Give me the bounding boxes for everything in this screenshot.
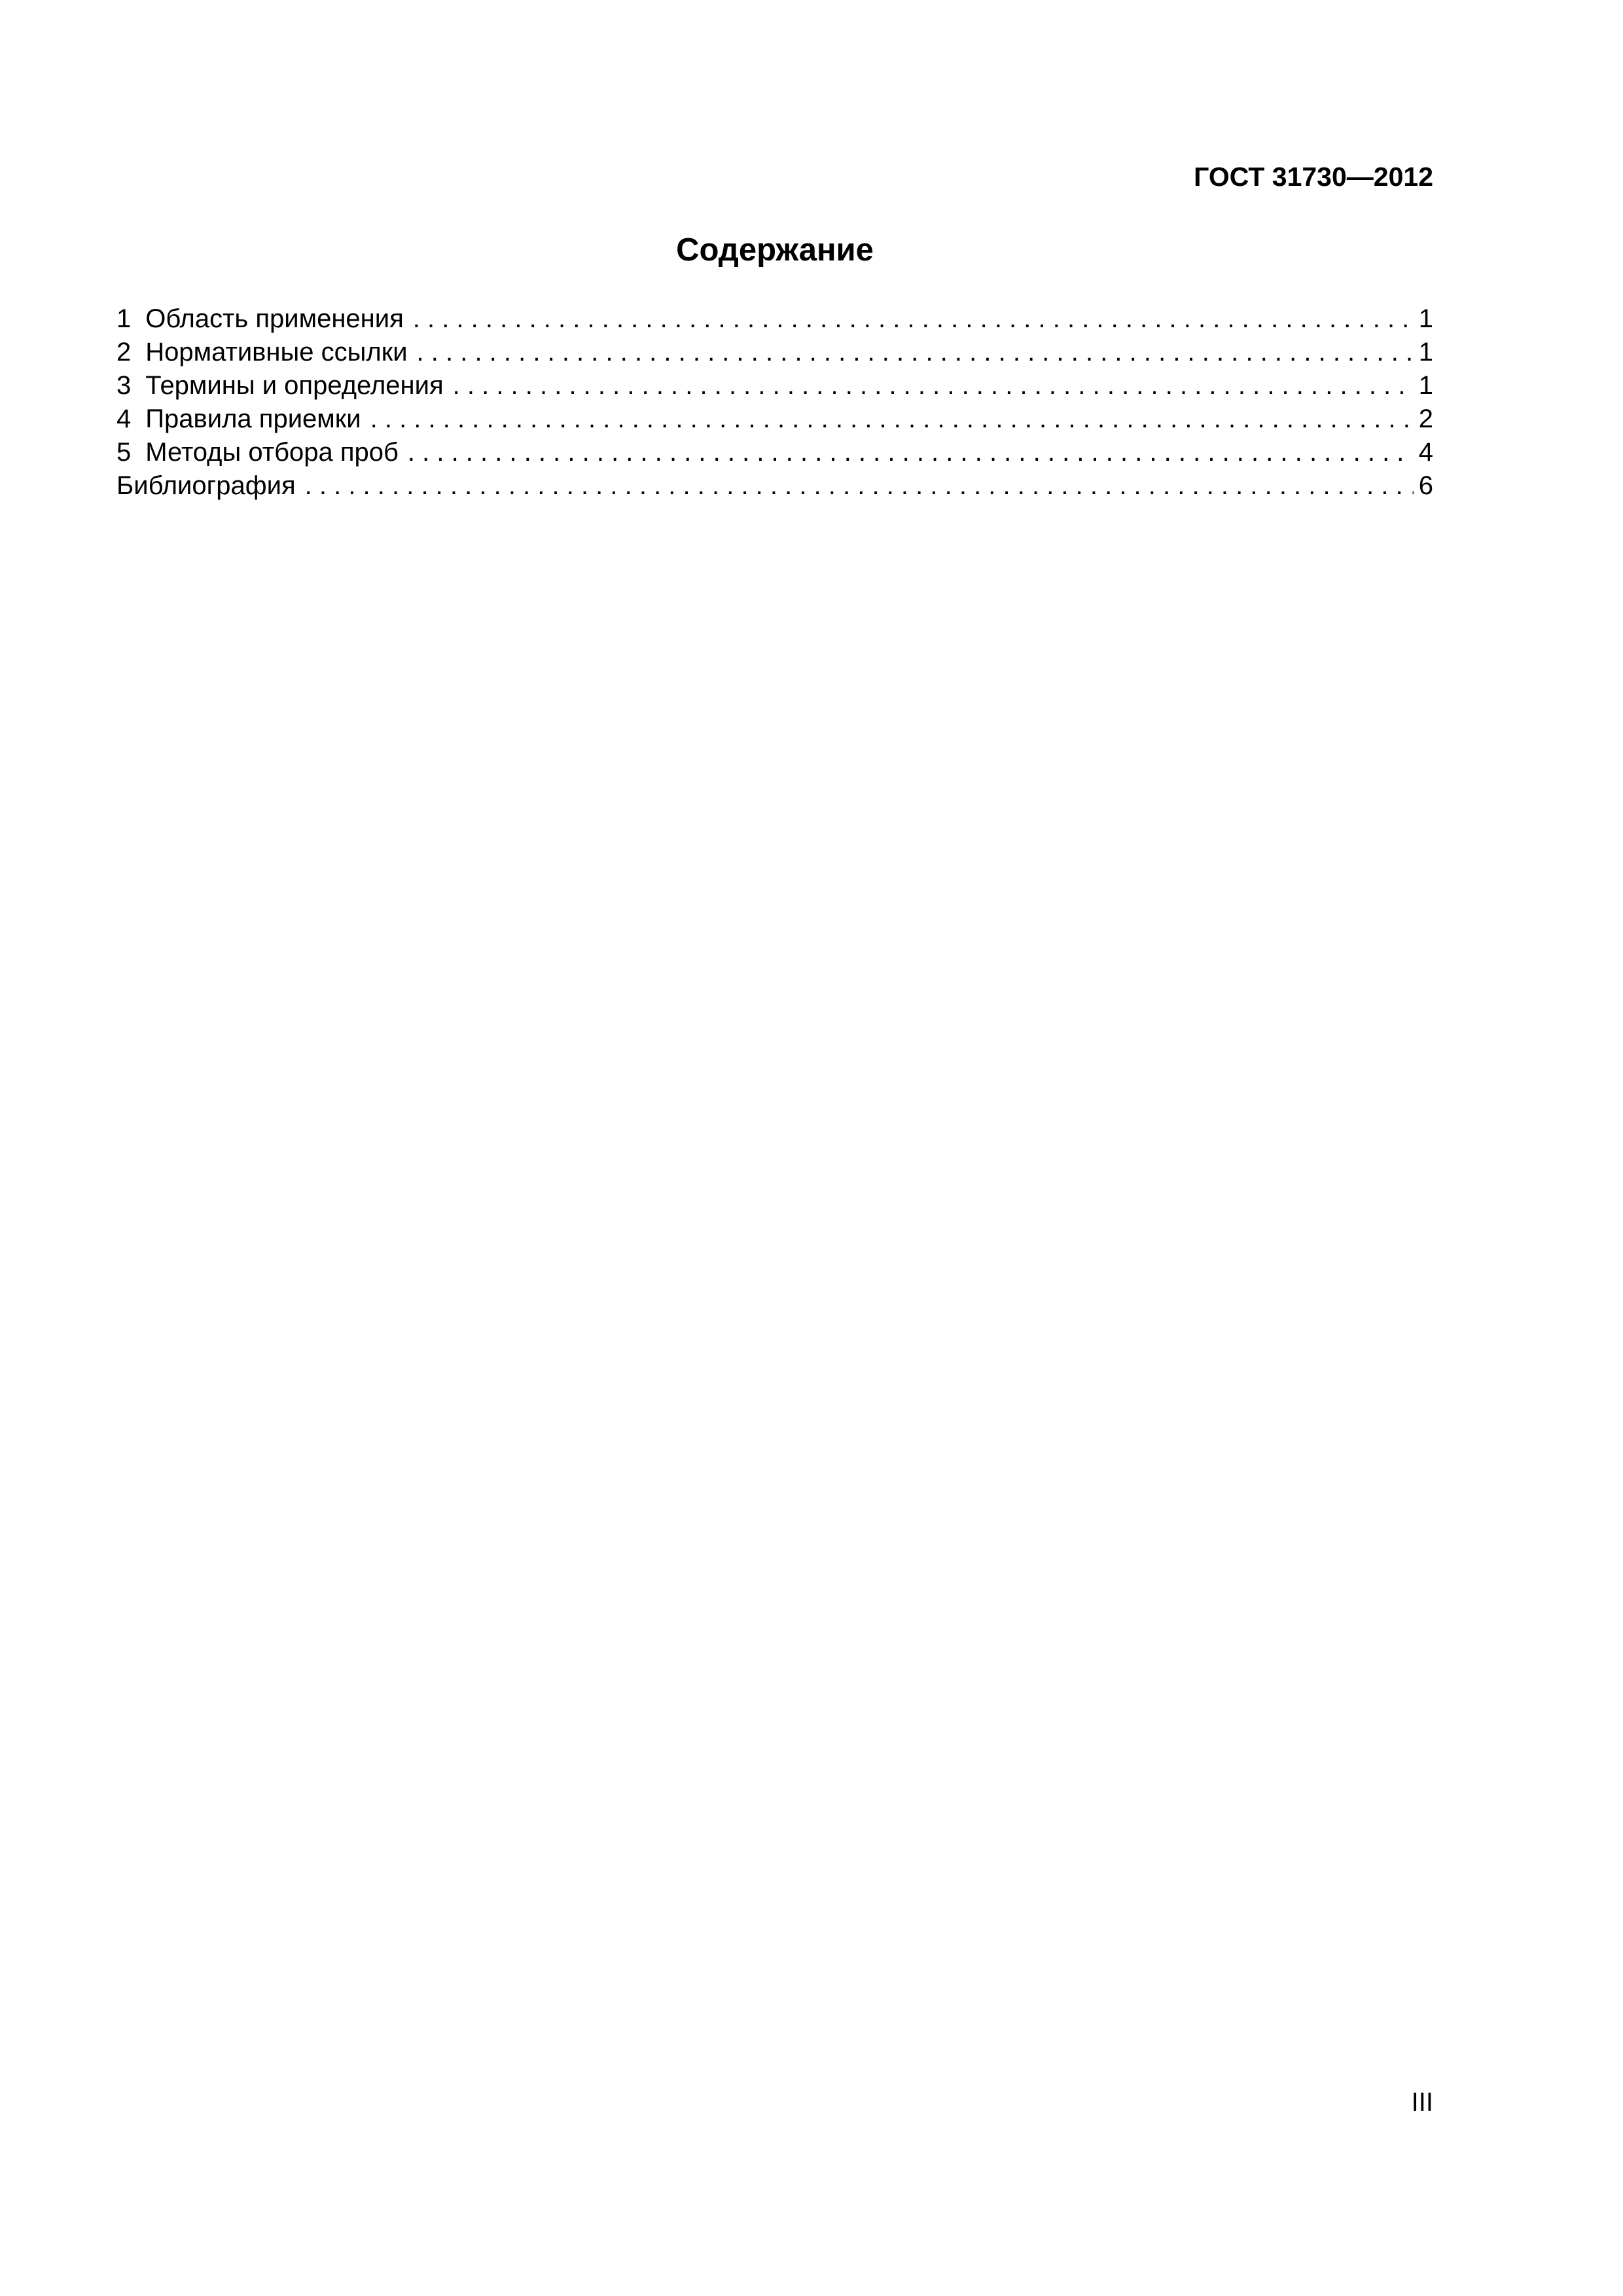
toc-entry-terms-definitions[interactable] [116,369,1433,403]
toc-entry-title: Методы отбора проб [145,438,399,467]
toc-entry-page: 1 [1418,371,1433,400]
toc-entry-number: 4 [116,404,132,433]
toc-entry-page: 4 [1418,438,1433,467]
document-code: ГОСТ 31730—2012 [1194,162,1433,192]
toc-entry-page: 6 [1418,471,1433,500]
toc-dot-leader [305,469,1414,503]
toc-entry-number: 1 [116,304,132,333]
toc-entry-number: 3 [116,371,132,400]
toc-title: Содержание [676,232,874,268]
page-number: III [1411,2088,1433,2117]
toc-entry-bibliography[interactable] [116,469,1433,503]
toc-entry-title: Библиография [116,471,296,500]
toc-dot-leader [370,403,1414,436]
toc-dot-leader [408,436,1414,469]
toc-entry-page: 1 [1418,304,1433,333]
toc-dot-leader [453,369,1414,403]
toc-entry-number: 2 [116,338,132,367]
toc-dot-leader [417,336,1414,369]
toc-entry-title: Нормативные ссылки [145,338,408,367]
toc-entry-page: 2 [1418,404,1433,433]
toc-entry-scope[interactable] [116,302,1433,336]
toc-dot-leader [413,302,1414,336]
toc-entry-number: 5 [116,438,132,467]
table-of-contents [116,302,1433,503]
toc-entry-title: Область применения [145,304,404,333]
toc-entry-sampling-methods[interactable] [116,436,1433,469]
toc-entry-normative-references[interactable] [116,336,1433,369]
toc-entry-title: Правила приемки [145,404,361,433]
toc-entry-acceptance-rules[interactable] [116,403,1433,436]
toc-entry-page: 1 [1418,338,1433,367]
toc-entry-title: Термины и определения [145,371,444,400]
